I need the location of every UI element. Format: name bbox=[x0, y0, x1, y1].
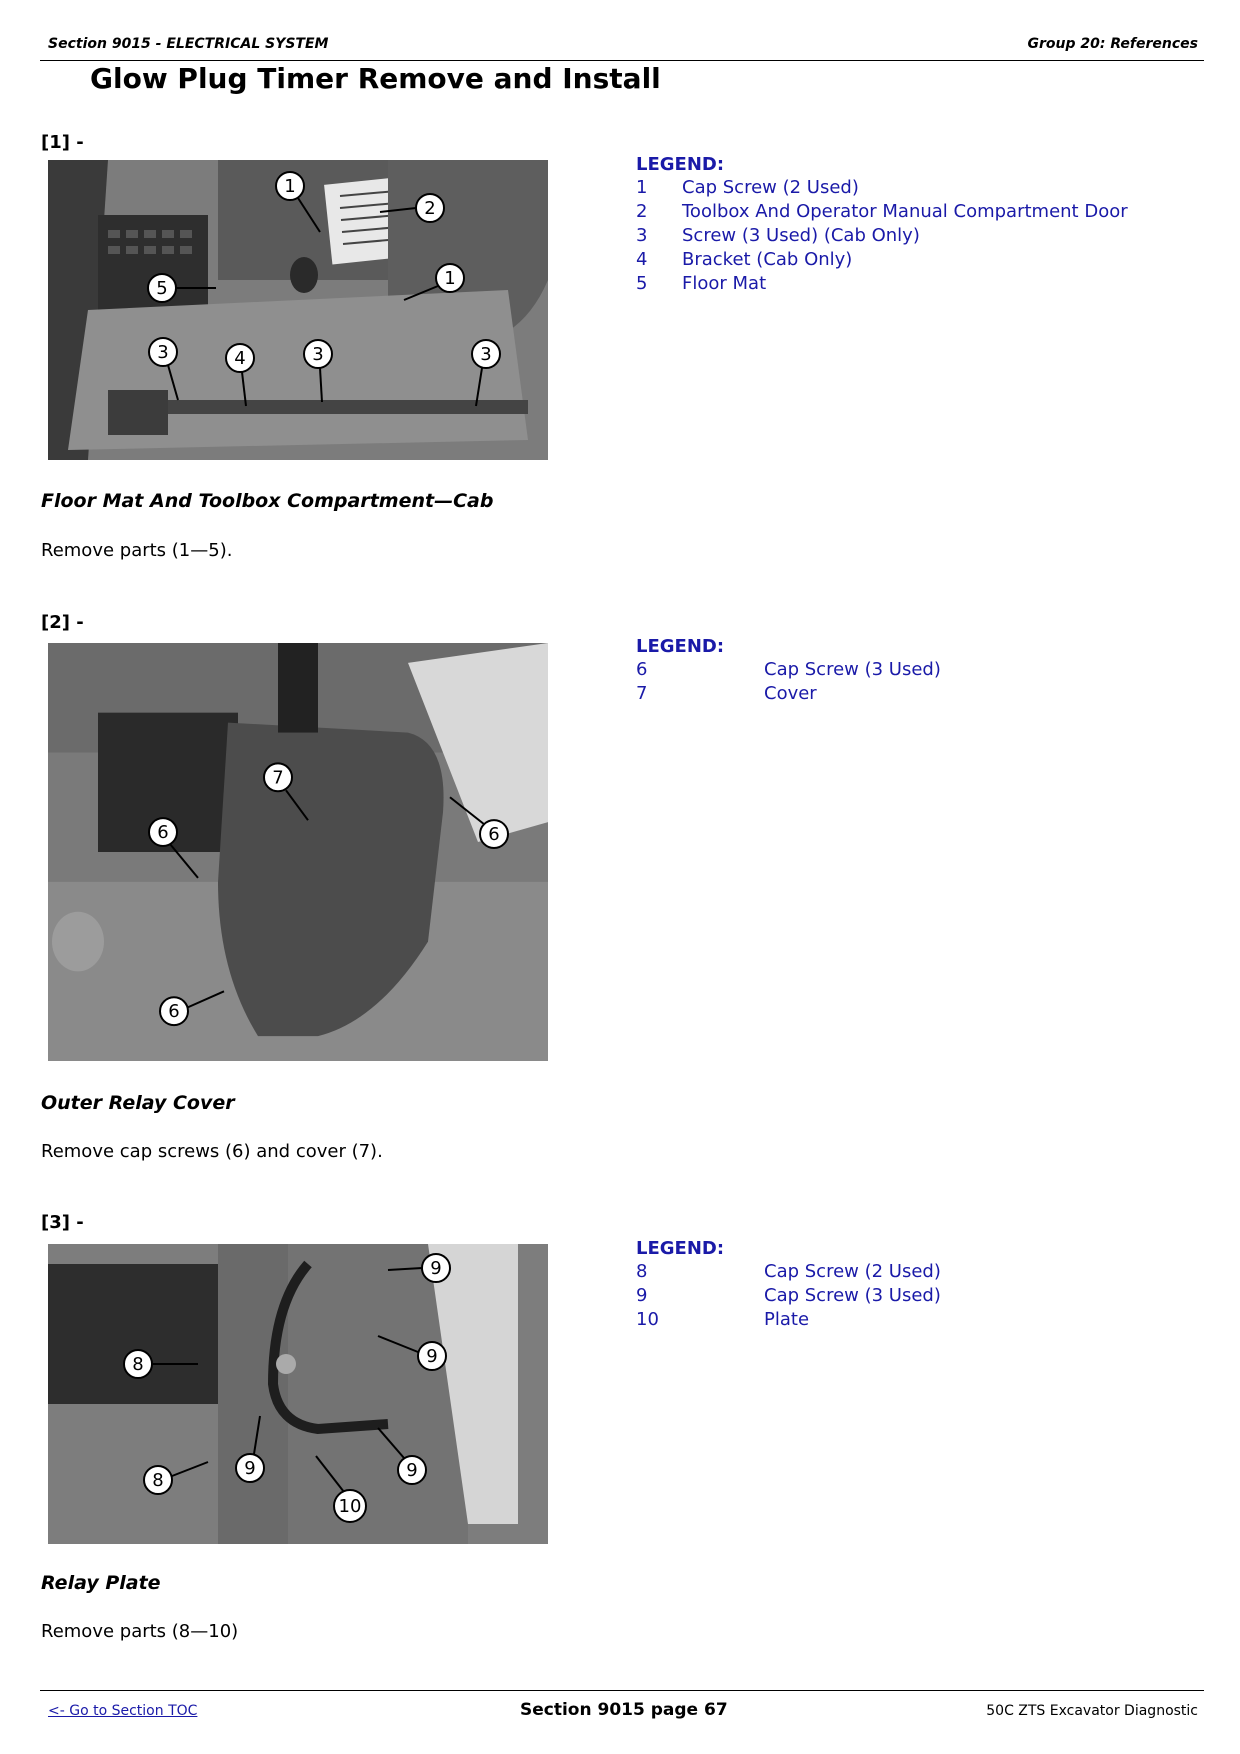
section-toc-link[interactable]: <- Go to Section TOC bbox=[48, 1703, 198, 1719]
svg-text:9: 9 bbox=[426, 1346, 438, 1367]
floor-mat-photo-illustration bbox=[48, 160, 548, 460]
legend-text: Cap Screw (3 Used) bbox=[764, 1285, 941, 1306]
svg-text:5: 5 bbox=[156, 278, 168, 299]
legend-row bbox=[636, 200, 1128, 224]
svg-text:6: 6 bbox=[168, 1001, 180, 1023]
step-1-label: [1] - bbox=[41, 132, 84, 153]
svg-text:9: 9 bbox=[430, 1258, 442, 1279]
step-3-photo bbox=[48, 1244, 548, 1544]
step-1-caption: Floor Mat And Toolbox Compartment—Cab bbox=[41, 490, 494, 512]
step-1-legend bbox=[636, 154, 1128, 296]
step-1-body: Remove parts (1—5). bbox=[41, 540, 233, 561]
legend-row bbox=[636, 224, 920, 248]
svg-text:1: 1 bbox=[284, 176, 296, 197]
legend-num: 9 bbox=[636, 1285, 648, 1306]
legend-num: 2 bbox=[636, 201, 648, 222]
header-section: Section 9015 - ELECTRICAL SYSTEM bbox=[48, 36, 329, 52]
legend-heading: LEGEND: bbox=[636, 1238, 725, 1259]
step-3-label: [3] - bbox=[41, 1212, 84, 1233]
legend-text: Screw (3 Used) (Cab Only) bbox=[682, 225, 920, 246]
svg-text:3: 3 bbox=[157, 342, 169, 363]
legend-heading: LEGEND: bbox=[636, 154, 725, 175]
legend-num: 10 bbox=[636, 1309, 659, 1330]
legend-text: Floor Mat bbox=[682, 273, 767, 294]
legend-text: Cap Screw (2 Used) bbox=[682, 177, 859, 198]
step-2-body: Remove cap screws (6) and cover (7). bbox=[41, 1141, 383, 1162]
step-2-label: [2] - bbox=[41, 612, 84, 633]
svg-text:10: 10 bbox=[338, 1496, 362, 1517]
legend-row bbox=[636, 1308, 810, 1332]
legend-row bbox=[636, 176, 859, 200]
page-number: Section 9015 page 67 bbox=[520, 1700, 728, 1720]
svg-text:2: 2 bbox=[424, 198, 436, 219]
svg-text:4: 4 bbox=[234, 348, 246, 369]
legend-num: 8 bbox=[636, 1261, 648, 1282]
svg-text:1: 1 bbox=[444, 268, 456, 289]
legend-heading: LEGEND: bbox=[636, 636, 725, 657]
svg-text:8: 8 bbox=[132, 1354, 144, 1375]
svg-text:9: 9 bbox=[244, 1458, 256, 1479]
step-2-photo bbox=[48, 643, 548, 1023]
footer-rule bbox=[40, 1690, 1204, 1691]
relay-cover-photo-illustration bbox=[48, 643, 548, 1061]
step-2-caption: Outer Relay Cover bbox=[41, 1092, 235, 1114]
legend-num: 5 bbox=[636, 273, 648, 294]
svg-text:7: 7 bbox=[272, 767, 284, 789]
legend-num: 1 bbox=[636, 177, 648, 198]
step-3-caption: Relay Plate bbox=[41, 1572, 161, 1594]
legend-text: Cap Screw (2 Used) bbox=[764, 1261, 941, 1282]
relay-plate-photo-illustration bbox=[48, 1244, 548, 1544]
document-title: 50C ZTS Excavator Diagnostic bbox=[986, 1703, 1198, 1719]
header-rule bbox=[40, 60, 1204, 61]
legend-text: Cap Screw (3 Used) bbox=[764, 659, 941, 680]
legend-row bbox=[636, 1260, 941, 1284]
legend-row bbox=[636, 658, 941, 682]
svg-text:6: 6 bbox=[488, 824, 500, 846]
legend-text: Toolbox And Operator Manual Compartment Door bbox=[682, 201, 1128, 222]
page-title: Glow Plug Timer Remove and Install bbox=[90, 62, 661, 95]
legend-num: 4 bbox=[636, 249, 648, 270]
svg-text:8: 8 bbox=[152, 1470, 164, 1491]
step-1-photo bbox=[48, 160, 548, 460]
legend-num: 6 bbox=[636, 659, 648, 680]
step-2-legend bbox=[636, 636, 941, 706]
legend-text: Bracket (Cab Only) bbox=[682, 249, 853, 270]
svg-text:6: 6 bbox=[157, 822, 169, 844]
legend-row bbox=[636, 682, 817, 706]
legend-num: 7 bbox=[636, 683, 648, 704]
legend-text: Cover bbox=[764, 683, 817, 704]
legend-text: Plate bbox=[764, 1309, 810, 1330]
legend-row bbox=[636, 248, 853, 272]
step-3-body: Remove parts (8—10) bbox=[41, 1621, 239, 1642]
legend-num: 3 bbox=[636, 225, 648, 246]
svg-text:3: 3 bbox=[480, 344, 492, 365]
legend-row bbox=[636, 272, 767, 296]
legend-row bbox=[636, 1284, 941, 1308]
svg-text:3: 3 bbox=[312, 344, 324, 365]
step-3-legend bbox=[636, 1238, 941, 1332]
svg-text:9: 9 bbox=[406, 1460, 418, 1481]
header-group: Group 20: References bbox=[1027, 36, 1198, 52]
